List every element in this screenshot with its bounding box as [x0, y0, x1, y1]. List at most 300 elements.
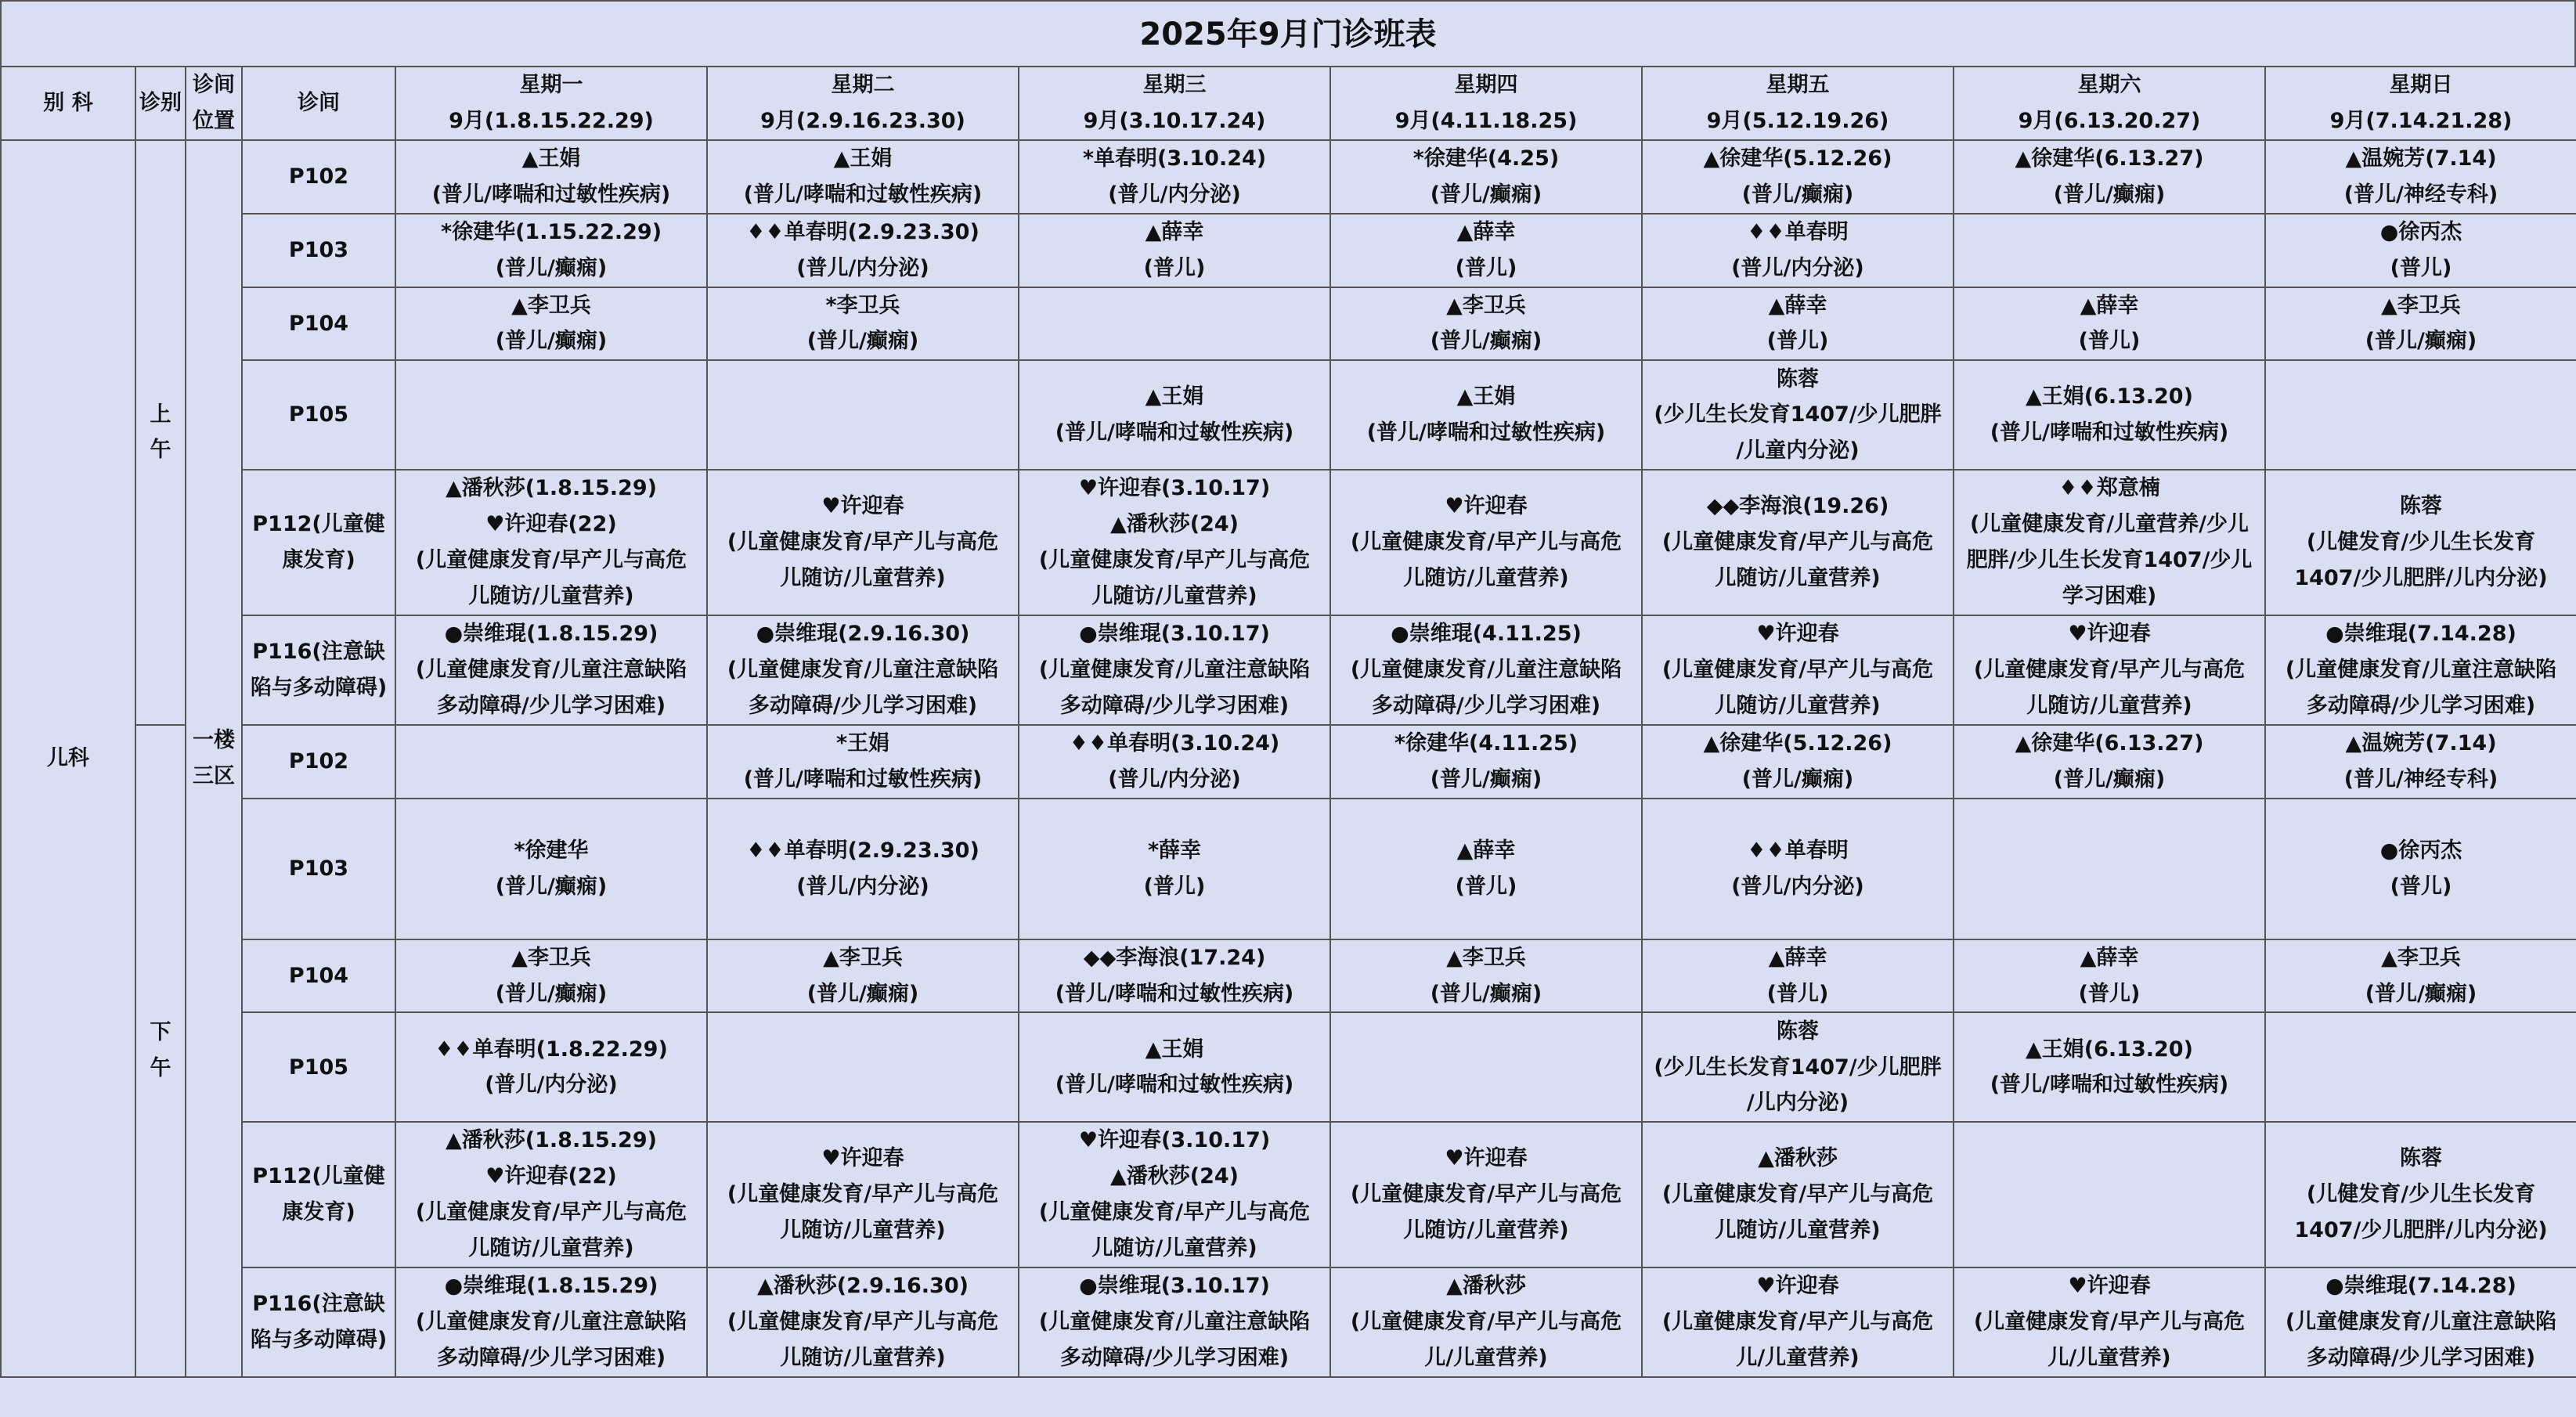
schedule-cell — [1330, 140, 1642, 214]
cell-line: (普儿/癫痫) — [806, 329, 919, 354]
cell-line: (普儿/哮喘和过敏性疾病) — [1055, 981, 1294, 1006]
schedule-cell — [707, 360, 1019, 470]
cell-line: ♥许迎春(22) — [485, 1164, 617, 1189]
cell-line: (普儿/癫痫) — [2365, 329, 2477, 354]
cell-line: 多动障碍/少儿学习困难) — [436, 1345, 666, 1370]
cell-line: (儿童健康发育/儿童注意缺陷 — [2285, 1309, 2557, 1334]
cell-line: ▲徐建华(5.12.26) — [1703, 146, 1892, 171]
cell-line: ▲潘秋莎(24) — [1109, 1164, 1239, 1189]
cell-line: ▲李卫兵 — [1446, 945, 1526, 970]
header-dept: 别 科 — [1, 67, 135, 140]
cell-line: 陈蓉 — [1777, 1019, 1819, 1044]
session-cell — [135, 725, 186, 1377]
cell-line: 儿/儿童营养) — [2047, 1345, 2171, 1370]
table-row — [1, 1122, 2576, 1267]
cell-line: (普儿/癫痫) — [1430, 766, 1542, 791]
cell-line: (普儿/哮喘和过敏性疾病) — [1055, 1073, 1294, 1098]
cell-line: 儿随访/儿童营养) — [2026, 693, 2192, 718]
cell-line: (普儿/内分泌) — [1108, 766, 1241, 791]
schedule-cell — [707, 287, 1019, 361]
cell-line: ♥许迎春 — [1445, 494, 1528, 519]
cell-line: (儿童健康发育/早产儿与高危 — [1038, 1200, 1311, 1225]
cell-line: ▲潘秋莎(2.9.16.30) — [757, 1274, 969, 1299]
cell-line: 儿随访/儿童营养) — [1403, 1218, 1569, 1243]
schedule-cell — [395, 287, 707, 361]
cell-line: ●崇维琨(4.11.25) — [1391, 622, 1582, 647]
cell-line: *单春明(3.10.24) — [1082, 146, 1267, 171]
cell-line: 儿随访/儿童营养) — [780, 1345, 946, 1370]
schedule-cell — [395, 1012, 707, 1122]
cell-line: 陈蓉 — [1777, 366, 1819, 391]
cell-line: (儿童健康发育/早产儿与高危 — [727, 1309, 999, 1334]
cell-line: ♦♦单春明 — [1747, 838, 1849, 863]
cell-line: (儿童健康发育/早产儿与高危 — [1661, 1309, 1934, 1334]
cell-line: 多动障碍/少儿学习困难) — [1059, 1345, 1290, 1370]
room-cell: P116(注意缺陷与多动障碍) — [242, 615, 395, 725]
day-dates: 9月(6.13.20.27) — [2018, 109, 2201, 133]
cell-line: (儿童健康发育/儿童注意缺陷 — [415, 1309, 687, 1334]
schedule-cell — [1019, 799, 1330, 939]
room-cell: P102 — [242, 725, 395, 799]
cell-line: (儿童健康发育/早产儿与高危 — [1350, 530, 1622, 555]
cell-line: *徐建华(1.15.22.29) — [440, 219, 662, 244]
cell-line: (普儿/内分泌) — [796, 874, 929, 899]
cell-line: ▲王娟 — [521, 146, 581, 171]
location-line: 三区 — [193, 763, 235, 788]
cell-line: (儿童健康发育/儿童注意缺陷 — [2285, 657, 2557, 682]
schedule-cell — [1642, 470, 1954, 615]
room-cell: P102 — [242, 140, 395, 214]
cell-line: ♥许迎春 — [821, 494, 904, 519]
cell-line: 儿/儿童营养) — [1424, 1345, 1548, 1370]
schedule-cell — [707, 214, 1019, 287]
cell-line: (普儿/癫痫) — [1430, 182, 1542, 207]
schedule-cell — [1019, 470, 1330, 615]
cell-line: /儿童内分泌) — [1736, 438, 1860, 463]
cell-line: (普儿) — [1143, 255, 1206, 280]
cell-line: (儿童健康发育/早产儿与高危 — [1973, 1309, 2246, 1334]
table-row — [1, 287, 2576, 361]
cell-line: 多动障碍/少儿学习困难) — [2306, 693, 2536, 718]
cell-line: /儿内分泌) — [1746, 1091, 1849, 1116]
header-day — [1642, 67, 1954, 140]
room-cell: P104 — [242, 287, 395, 361]
table-row — [1, 470, 2576, 615]
cell-line: 儿随访/儿童营养) — [780, 566, 946, 591]
schedule-cell — [707, 1012, 1019, 1122]
schedule-cell — [1642, 615, 1954, 725]
schedule-cell — [2265, 1267, 2576, 1377]
cell-line: ♥许迎春 — [2068, 1274, 2151, 1299]
cell-line: (儿童健康发育/早产儿与高危 — [727, 1182, 999, 1207]
cell-line: (儿童健康发育/早产儿与高危 — [1038, 548, 1311, 573]
cell-line: (儿童健康发育/儿童注意缺陷 — [415, 657, 687, 682]
schedule-cell — [1330, 615, 1642, 725]
schedule-cell — [1642, 360, 1954, 470]
header-location: 诊间位置 — [186, 67, 242, 140]
cell-line: ▲潘秋莎 — [1446, 1274, 1526, 1299]
cell-line: ▲李卫兵 — [1446, 293, 1526, 318]
header-day — [2265, 67, 2576, 140]
schedule-cell — [1019, 140, 1330, 214]
header-day — [1019, 67, 1330, 140]
cell-line: ▲徐建华(6.13.27) — [2015, 146, 2204, 171]
schedule-cell — [2265, 615, 2576, 725]
schedule-cell — [2265, 470, 2576, 615]
schedule-table — [0, 66, 2576, 1378]
cell-line: ▲潘秋莎 — [1758, 1146, 1838, 1171]
table-row — [1, 1012, 2576, 1122]
cell-line: ●崇维琨(7.14.28) — [2325, 1274, 2516, 1299]
schedule-cell — [395, 140, 707, 214]
room-cell: P116(注意缺陷与多动障碍) — [242, 1267, 395, 1377]
cell-line: ♥许迎春(3.10.17) — [1078, 1128, 1271, 1153]
schedule-cell — [1330, 799, 1642, 939]
room-cell: P104 — [242, 939, 395, 1013]
cell-line: 儿/儿童营养) — [1736, 1345, 1860, 1370]
cell-line: 儿随访/儿童营养) — [1715, 693, 1881, 718]
day-dates: 9月(2.9.16.23.30) — [760, 109, 965, 133]
table-row — [1, 360, 2576, 470]
cell-line: ♦♦单春明(2.9.23.30) — [746, 838, 980, 863]
cell-line: (普儿) — [2390, 255, 2452, 280]
schedule-cell — [707, 799, 1019, 939]
cell-line: ♥许迎春 — [2068, 622, 2151, 647]
schedule-cell — [1954, 1012, 2265, 1122]
cell-line: 多动障碍/少儿学习困难) — [436, 693, 666, 718]
header-day — [395, 67, 707, 140]
table-row — [1, 799, 2576, 939]
cell-line: (儿童健康发育/儿童注意缺陷 — [1038, 1309, 1311, 1334]
schedule-cell — [1642, 1122, 1954, 1267]
schedule-cell — [1954, 470, 2265, 615]
cell-line: ▲李卫兵 — [2381, 293, 2461, 318]
cell-line: (普儿/癫痫) — [1741, 766, 1854, 791]
cell-line: (儿童健康发育/早产儿与高危 — [415, 1200, 687, 1225]
cell-line: (普儿) — [2078, 981, 2141, 1006]
cell-line: ●崇维琨(3.10.17) — [1079, 622, 1270, 647]
cell-line: ◆◆李海浪(19.26) — [1706, 494, 1889, 519]
schedule-cell — [1954, 799, 2265, 939]
cell-line: 1407/少儿肥胖/儿内分泌) — [2294, 566, 2548, 591]
schedule-cell — [2265, 725, 2576, 799]
cell-line: 肥胖/少儿生长发育1407/少儿 — [1966, 548, 2253, 573]
day-dates: 9月(5.12.19.26) — [1706, 109, 1889, 133]
cell-line: ♥许迎春(3.10.17) — [1078, 476, 1271, 501]
cell-line: (普儿/癫痫) — [495, 981, 608, 1006]
cell-line: ◆◆李海浪(17.24) — [1083, 945, 1266, 970]
location-cell — [186, 140, 242, 1377]
cell-line: (普儿) — [1455, 874, 1517, 899]
schedule-cell — [395, 725, 707, 799]
schedule-cell — [1642, 1012, 1954, 1122]
cell-line: 儿随访/儿童营养) — [468, 584, 634, 609]
cell-line: (普儿/内分泌) — [796, 255, 929, 280]
schedule-cell — [1019, 1012, 1330, 1122]
cell-line: 儿随访/儿童营养) — [780, 1218, 946, 1243]
cell-line: ●崇维琨(1.8.15.29) — [444, 1274, 658, 1299]
header-day — [707, 67, 1019, 140]
schedule-cell — [1019, 1122, 1330, 1267]
day-name: 星期日 — [2389, 73, 2453, 98]
cell-line: 多动障碍/少儿学习困难) — [1371, 693, 1601, 718]
schedule-cell — [1642, 725, 1954, 799]
day-name: 星期三 — [1142, 73, 1207, 98]
cell-line: ▲薛幸 — [1456, 219, 1516, 244]
schedule-cell — [707, 615, 1019, 725]
room-cell: P103 — [242, 799, 395, 939]
schedule-cell — [1642, 214, 1954, 287]
schedule-cell — [1642, 799, 1954, 939]
cell-line: (普儿/癫痫) — [495, 874, 608, 899]
schedule-cell — [1019, 287, 1330, 361]
cell-line: ♥许迎春(22) — [485, 512, 617, 537]
cell-line: 多动障碍/少儿学习困难) — [748, 693, 978, 718]
cell-line: ▲王娟 — [1456, 384, 1516, 409]
cell-line: ▲李卫兵 — [511, 945, 591, 970]
cell-line: (普儿/哮喘和过敏性疾病) — [431, 182, 671, 207]
schedule-cell — [1019, 214, 1330, 287]
cell-line: ▲薛幸 — [1768, 945, 1827, 970]
schedule-cell — [2265, 140, 2576, 214]
schedule-cell — [1330, 939, 1642, 1013]
cell-line: 多动障碍/少儿学习困难) — [2306, 1345, 2536, 1370]
cell-line: (普儿) — [1766, 329, 1829, 354]
cell-line: (普儿/癫痫) — [2053, 766, 2166, 791]
header-session: 诊别 — [135, 67, 186, 140]
cell-line: 陈蓉 — [2400, 1146, 2442, 1171]
dept-cell: 儿科 — [1, 140, 135, 1377]
cell-line: 1407/少儿肥胖/儿内分泌) — [2294, 1218, 2548, 1243]
schedule-cell — [1954, 939, 2265, 1013]
cell-line: ●崇维琨(3.10.17) — [1079, 1274, 1270, 1299]
cell-line: ♦♦单春明(2.9.23.30) — [746, 219, 980, 244]
table-row — [1, 939, 2576, 1013]
day-name: 星期六 — [2077, 73, 2141, 98]
cell-line: (普儿/癫痫) — [1430, 981, 1542, 1006]
cell-line: (儿童健康发育/早产儿与高危 — [1350, 1182, 1622, 1207]
cell-line: ▲王娟 — [1145, 1037, 1204, 1062]
schedule-cell — [1642, 287, 1954, 361]
session-char: 下 — [150, 1020, 171, 1045]
schedule-cell — [1642, 1267, 1954, 1377]
cell-line: (普儿/内分泌) — [1731, 255, 1864, 280]
cell-line: (普儿/神经专科) — [2343, 766, 2498, 791]
schedule-cell — [1019, 1267, 1330, 1377]
cell-line: (普儿/癫痫) — [806, 981, 919, 1006]
cell-line: (儿童健康发育/早产儿与高危 — [1661, 1182, 1934, 1207]
cell-line: ▲潘秋莎(1.8.15.29) — [446, 476, 657, 501]
day-name: 星期一 — [519, 73, 583, 98]
table-row — [1, 214, 2576, 287]
cell-line: ▲温婉芳(7.14) — [2345, 730, 2497, 755]
cell-line: (普儿) — [1455, 255, 1517, 280]
schedule-cell — [1954, 725, 2265, 799]
schedule-cell — [1954, 214, 2265, 287]
schedule-cell — [2265, 1122, 2576, 1267]
schedule-cell — [1330, 287, 1642, 361]
day-dates: 9月(4.11.18.25) — [1394, 109, 1578, 133]
schedule-cell — [395, 799, 707, 939]
schedule-cell — [395, 214, 707, 287]
cell-line: ▲薛幸 — [1145, 219, 1204, 244]
schedule-cell — [1954, 140, 2265, 214]
cell-line: ●徐丙杰 — [2379, 838, 2462, 863]
day-dates: 9月(7.14.21.28) — [2329, 109, 2513, 133]
cell-line: *徐建华(4.11.25) — [1394, 730, 1578, 755]
cell-line: (儿童健康发育/早产儿与高危 — [727, 530, 999, 555]
room-cell: P105 — [242, 1012, 395, 1122]
schedule-cell — [1330, 214, 1642, 287]
schedule-cell — [1019, 939, 1330, 1013]
cell-line: 儿随访/儿童营养) — [1715, 1218, 1881, 1243]
cell-line: 陈蓉 — [2400, 494, 2442, 519]
session-char: 午 — [150, 438, 171, 463]
cell-line: ▲李卫兵 — [511, 293, 591, 318]
day-name: 星期四 — [1454, 73, 1518, 98]
cell-line: (普儿/癫痫) — [1741, 182, 1854, 207]
day-dates: 9月(1.8.15.22.29) — [449, 109, 654, 133]
cell-line: 儿随访/儿童营养) — [1091, 1236, 1257, 1261]
schedule-cell — [2265, 214, 2576, 287]
cell-line: ♥许迎春 — [1756, 622, 1839, 647]
header-row — [1, 67, 2576, 140]
cell-line: ▲李卫兵 — [2381, 945, 2461, 970]
table-row — [1, 140, 2576, 214]
cell-line: (普儿) — [1766, 981, 1829, 1006]
cell-line: ♥许迎春 — [821, 1146, 904, 1171]
table-row — [1, 725, 2576, 799]
cell-line: *李卫兵 — [825, 293, 900, 318]
cell-line: 学习困难) — [2062, 584, 2157, 609]
schedule-cell — [395, 360, 707, 470]
schedule-cell — [707, 470, 1019, 615]
cell-line: 儿随访/儿童营养) — [1403, 566, 1569, 591]
header-day — [1954, 67, 2265, 140]
cell-line: 儿随访/儿童营养) — [468, 1236, 634, 1261]
cell-line: ▲王娟(6.13.20) — [2026, 1037, 2193, 1062]
cell-line: 儿随访/儿童营养) — [1715, 566, 1881, 591]
table-row — [1, 1267, 2576, 1377]
cell-line: (普儿) — [2390, 874, 2452, 899]
schedule-cell — [1330, 470, 1642, 615]
cell-line: ♥许迎春 — [1756, 1274, 1839, 1299]
cell-line: ▲徐建华(6.13.27) — [2015, 730, 2204, 755]
schedule-cell — [707, 1267, 1019, 1377]
room-cell: P112(儿童健康发育) — [242, 470, 395, 615]
cell-line: ▲薛幸 — [1768, 293, 1827, 318]
schedule-cell — [2265, 287, 2576, 361]
schedule-cell — [395, 1122, 707, 1267]
cell-line: (普儿) — [2078, 329, 2141, 354]
cell-line: ♦♦郑意楠 — [2058, 476, 2160, 501]
cell-line: (儿童健康发育/儿童注意缺陷 — [1038, 657, 1311, 682]
table-row — [1, 615, 2576, 725]
cell-line: ▲潘秋莎(24) — [1109, 512, 1239, 537]
schedule-cell — [395, 1267, 707, 1377]
cell-line: (普儿/内分泌) — [485, 1073, 618, 1098]
cell-line: *徐建华 — [514, 838, 589, 863]
session-char: 午 — [150, 1056, 171, 1081]
cell-line: (普儿/哮喘和过敏性疾病) — [1055, 420, 1294, 445]
cell-line: *王娟 — [835, 730, 890, 755]
cell-line: ●崇维琨(7.14.28) — [2325, 622, 2516, 647]
cell-line: ▲薛幸 — [1456, 838, 1516, 863]
schedule-cell — [1330, 1267, 1642, 1377]
cell-line: (普儿/神经专科) — [2343, 182, 2498, 207]
schedule-title: 2025年9月门诊班表 — [0, 0, 2576, 66]
day-name: 星期五 — [1766, 73, 1830, 98]
room-cell: P112(儿童健康发育) — [242, 1122, 395, 1267]
schedule-cell — [707, 939, 1019, 1013]
header-room: 诊间 — [242, 67, 395, 140]
cell-line: ▲徐建华(5.12.26) — [1703, 730, 1892, 755]
cell-line: ▲薛幸 — [2080, 293, 2139, 318]
schedule-cell — [707, 725, 1019, 799]
schedule-cell — [1954, 287, 2265, 361]
cell-line: (普儿) — [1143, 874, 1206, 899]
cell-line: (普儿/哮喘和过敏性疾病) — [743, 766, 983, 791]
cell-line: (儿童健康发育/儿童注意缺陷 — [1350, 657, 1622, 682]
cell-line: ●徐丙杰 — [2379, 219, 2462, 244]
schedule-cell — [395, 939, 707, 1013]
cell-line: (儿童健康发育/早产儿与高危 — [1973, 657, 2246, 682]
schedule-cell — [1642, 140, 1954, 214]
cell-line: (普儿/癫痫) — [2053, 182, 2166, 207]
schedule-cell — [1330, 725, 1642, 799]
cell-line: (少儿生长发育1407/少儿肥胖 — [1654, 1055, 1942, 1080]
cell-line: (普儿/内分泌) — [1108, 182, 1241, 207]
schedule-cell — [395, 615, 707, 725]
location-line: 一楼 — [193, 727, 235, 752]
cell-line: (儿童健康发育/早产儿与高危 — [1661, 657, 1934, 682]
cell-line: ♦♦单春明 — [1747, 219, 1849, 244]
schedule-cell — [1330, 360, 1642, 470]
cell-line: (普儿/内分泌) — [1731, 874, 1864, 899]
session-char: 上 — [150, 402, 171, 427]
cell-line: 儿随访/儿童营养) — [1091, 584, 1257, 609]
schedule-cell — [1019, 615, 1330, 725]
schedule-cell — [2265, 1012, 2576, 1122]
schedule-cell — [1019, 360, 1330, 470]
cell-line: ♥许迎春 — [1445, 1146, 1528, 1171]
cell-line: *薛幸 — [1147, 838, 1202, 863]
cell-line: (普儿/哮喘和过敏性疾病) — [1990, 420, 2229, 445]
cell-line: (普儿/癫痫) — [495, 329, 608, 354]
cell-line: ●崇维琨(1.8.15.29) — [444, 622, 658, 647]
cell-line: (儿童健康发育/儿童注意缺陷 — [727, 657, 999, 682]
cell-line: (普儿/哮喘和过敏性疾病) — [1366, 420, 1606, 445]
schedule-cell — [2265, 799, 2576, 939]
schedule-cell — [395, 470, 707, 615]
session-cell — [135, 140, 186, 725]
schedule-cell — [707, 1122, 1019, 1267]
cell-line: ▲王娟(6.13.20) — [2026, 384, 2193, 409]
cell-line: (儿健发育/少儿生长发育 — [2306, 1182, 2536, 1207]
schedule-cell — [1642, 939, 1954, 1013]
cell-line: ▲王娟 — [833, 146, 893, 171]
cell-line: 多动障碍/少儿学习困难) — [1059, 693, 1290, 718]
day-dates: 9月(3.10.17.24) — [1083, 109, 1266, 133]
schedule-cell — [2265, 360, 2576, 470]
cell-line: (普儿/癫痫) — [495, 255, 608, 280]
cell-line: (普儿/哮喘和过敏性疾病) — [1990, 1073, 2229, 1098]
cell-line: (普儿/癫痫) — [1430, 329, 1542, 354]
schedule-cell — [707, 140, 1019, 214]
schedule-cell — [1954, 615, 2265, 725]
cell-line: ▲温婉芳(7.14) — [2345, 146, 2497, 171]
room-cell: P105 — [242, 360, 395, 470]
